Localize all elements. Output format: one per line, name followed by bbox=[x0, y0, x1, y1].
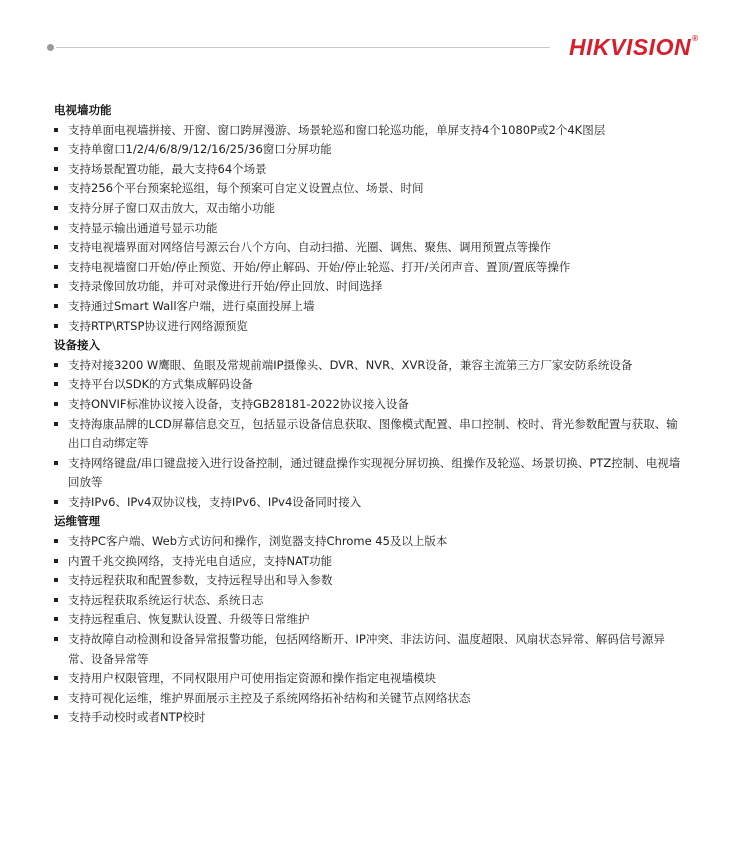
bullet-square-icon bbox=[54, 500, 58, 504]
list-item-text: 支持电视墙窗口开始/停止预览、开始/停止解码、开始/停止轮巡、打开/关闭声音、置顶/置底等操作 bbox=[68, 259, 571, 274]
header-rule bbox=[56, 47, 550, 48]
bullet-square-icon bbox=[54, 363, 58, 367]
list-item bbox=[54, 297, 684, 317]
list-item bbox=[54, 630, 684, 669]
list-item-text: 支持ONVIF标准协议接入设备，支持GB28181-2022协议接入设备 bbox=[68, 396, 409, 411]
bullet-square-icon bbox=[54, 402, 58, 406]
list-item bbox=[54, 415, 684, 454]
bullet-square-icon bbox=[54, 559, 58, 563]
list-item-text: 支持平台以SDK的方式集成解码设备 bbox=[68, 377, 253, 392]
bullet-square-icon bbox=[54, 676, 58, 680]
registered-mark: ® bbox=[692, 34, 699, 43]
list-item-text: 支持分屏子窗口双击放大，双击缩小功能 bbox=[68, 200, 275, 215]
list-item-text: 内置千兆交换网络，支持光电自适应，支持NAT功能 bbox=[68, 553, 333, 568]
list-item-text: 支持通过Smart Wall客户端，进行桌面投屏上墙 bbox=[68, 298, 315, 313]
list-item-text: 支持可视化运维，维护界面展示主控及子系统网络拓补结构和关键节点网络状态 bbox=[68, 690, 471, 705]
list-item-text: 支持录像回放功能，并可对录像进行开始/停止回放、时间选择 bbox=[68, 279, 383, 294]
list-item-text: 支持网络键盘/串口键盘接入进行设备控制，通过键盘操作实现视分屏切换、组操作及轮巡、场景切换、PTZ控制、电视墙回放等 bbox=[68, 455, 681, 490]
section-title: 运维管理 bbox=[54, 514, 100, 529]
bullet-square-icon bbox=[54, 245, 58, 249]
list-item bbox=[54, 532, 684, 552]
bullet-square-icon bbox=[54, 382, 58, 386]
list-item bbox=[54, 375, 684, 395]
bullet-square-icon bbox=[54, 226, 58, 230]
list-item bbox=[54, 258, 684, 278]
list-item-text: 支持显示输出通道号显示功能 bbox=[68, 220, 218, 235]
list-item-text: 支持对接3200 W鹰眼、鱼眼及常规前端IP摄像头、DVR、NVR、XVR设备，兼容主流第三方厂家安防系统设备 bbox=[68, 357, 633, 372]
section-title: 设备接入 bbox=[54, 338, 100, 353]
list-item bbox=[54, 610, 684, 630]
bullet-square-icon bbox=[54, 265, 58, 269]
logo-text: HIKVISION bbox=[569, 34, 692, 60]
bullet-square-icon bbox=[54, 304, 58, 308]
list-item bbox=[54, 395, 684, 415]
list-item-text: 支持用户权限管理，不同权限用户可使用指定资源和操作指定电视墙模块 bbox=[68, 671, 436, 686]
feature-list bbox=[54, 101, 684, 728]
list-item-text: 支持IPv6、IPv4双协议栈，支持IPv6、IPv4设备同时接入 bbox=[68, 494, 362, 509]
list-item bbox=[54, 140, 684, 160]
bullet-square-icon bbox=[54, 324, 58, 328]
bullet-square-icon bbox=[54, 715, 58, 719]
bullet-square-icon bbox=[54, 461, 58, 465]
list-item bbox=[54, 552, 684, 572]
list-item bbox=[54, 591, 684, 611]
list-item bbox=[54, 238, 684, 258]
list-item-text: 支持故障自动检测和设备异常报警功能，包括网络断开、IP冲突、非法访问、温度超限、风扇状态异常、解码信号源异常、设备异常等 bbox=[68, 632, 665, 666]
list-item bbox=[54, 317, 684, 337]
list-item bbox=[54, 493, 684, 513]
list-item-text: 支持RTP\RTSP协议进行网络源预览 bbox=[68, 318, 248, 333]
list-item bbox=[54, 160, 684, 180]
list-item bbox=[54, 356, 684, 376]
list-item-text: 支持远程重启、恢复默认设置、升级等日常维护 bbox=[68, 612, 310, 627]
bullet-square-icon bbox=[54, 696, 58, 700]
list-item bbox=[54, 219, 684, 239]
list-item-text: 支持256个平台预案轮巡组，每个预案可自定义设置点位、场景、时间 bbox=[68, 181, 424, 196]
list-item bbox=[54, 179, 684, 199]
list-item bbox=[54, 669, 684, 689]
bullet-square-icon bbox=[54, 147, 58, 151]
list-item bbox=[54, 199, 684, 219]
bullet-square-icon bbox=[54, 186, 58, 190]
list-item-text: 支持电视墙界面对网络信号源云台八个方向、自动扫描、光圈、调焦、聚焦、调用预置点等操作 bbox=[68, 240, 551, 255]
bullet-square-icon bbox=[54, 617, 58, 621]
list-item-text: 支持单面电视墙拼接、开窗、窗口跨屏漫游、场景轮巡和窗口轮巡功能，单屏支持4个1080P或2个4K图层 bbox=[68, 122, 606, 137]
list-item bbox=[54, 121, 684, 141]
bullet-square-icon bbox=[54, 598, 58, 602]
bullet-square-icon bbox=[54, 284, 58, 288]
bullet-square-icon bbox=[54, 578, 58, 582]
bullet-square-icon bbox=[54, 128, 58, 132]
hikvision-logo bbox=[569, 34, 698, 61]
list-item-text: 支持场景配置功能，最大支持64个场景 bbox=[68, 161, 267, 176]
bullet-square-icon bbox=[54, 422, 58, 426]
list-item bbox=[54, 571, 684, 591]
list-item-text: 支持远程获取和配置参数，支持远程导出和导入参数 bbox=[68, 573, 333, 588]
header-dot bbox=[47, 44, 54, 51]
list-item-text: 支持海康品牌的LCD屏幕信息交互，包括显示设备信息获取、图像模式配置、串口控制、校时、背光参数配置与获取、输出口自动绑定等 bbox=[68, 416, 678, 451]
list-item bbox=[54, 277, 684, 297]
list-item bbox=[54, 708, 684, 728]
bullet-square-icon bbox=[54, 167, 58, 171]
list-item-text: 支持远程获取系统运行状态、系统日志 bbox=[68, 592, 264, 607]
list-item-text: 支持PC客户端、Web方式访问和操作，浏览器支持Chrome 45及以上版本 bbox=[68, 534, 448, 549]
bullet-square-icon bbox=[54, 539, 58, 543]
bullet-square-icon bbox=[54, 206, 58, 210]
list-item bbox=[54, 689, 684, 709]
list-item bbox=[54, 454, 684, 493]
section-title: 电视墙功能 bbox=[54, 103, 112, 117]
list-item-text: 支持手动校时或者NTP校时 bbox=[68, 710, 206, 725]
list-item-text: 支持单窗口1/2/4/6/8/9/12/16/25/36窗口分屏功能 bbox=[68, 142, 332, 157]
bullet-square-icon bbox=[54, 637, 58, 641]
